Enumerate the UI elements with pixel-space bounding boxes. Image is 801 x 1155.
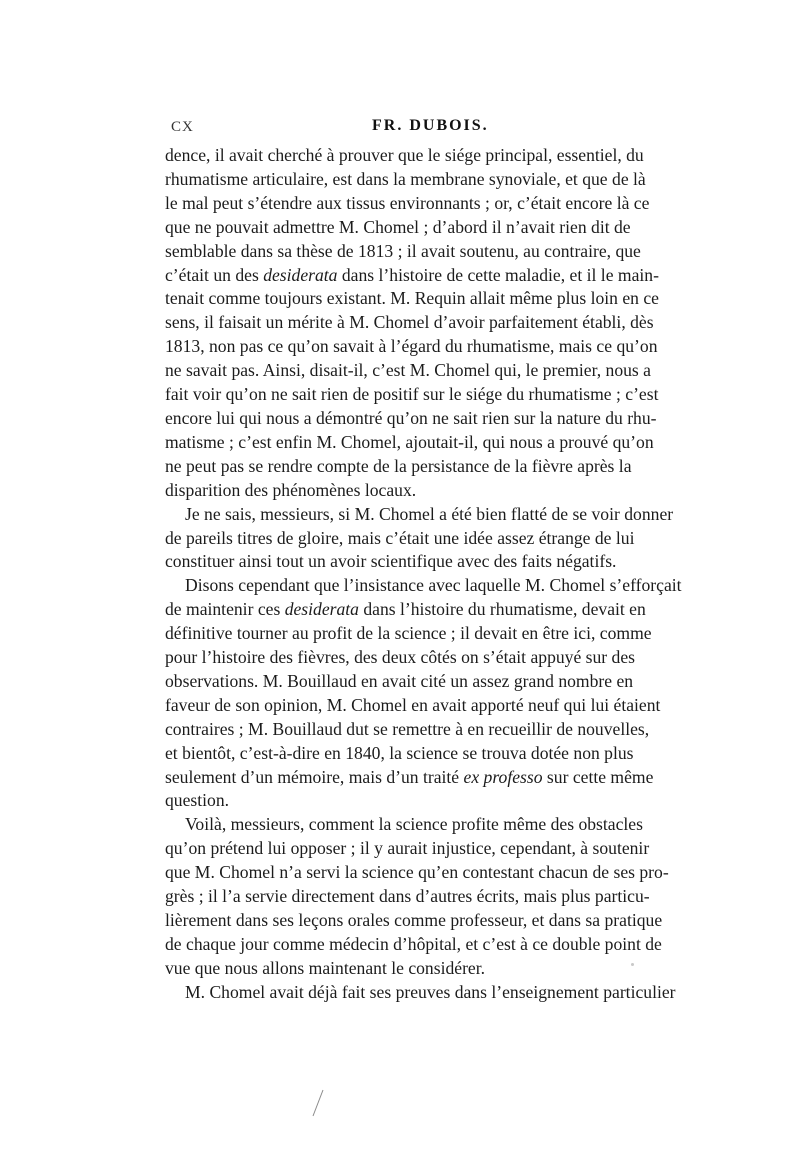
paper-speck [631,963,634,966]
text-run: de chaque jour comme médecin d’hôpital, et c’est à ce double point de [165,933,662,954]
text-run: fait voir qu’on ne sait rien de positif sur le siége du rhumatisme ; c’est [165,384,659,405]
text-line [165,861,669,885]
text-run: de pareils titres de gloire, mais c’était une idée assez étrange de lui [165,527,635,548]
text-line [165,598,646,622]
text-line [165,742,634,766]
text-run: définitive tourner au profit de la science ; il devait en être ici, comme [165,623,652,644]
text-run: ne peut pas se rendre compte de la persistance de la fièvre après la [165,455,632,476]
text-line [165,933,662,957]
text-line [165,981,676,1005]
text-line [165,407,657,431]
italic-term: desiderata [284,599,359,620]
text-run: seulement d’un mémoire, mais d’un traité [165,766,464,787]
text-line [165,479,626,503]
text-run: constituer ainsi tout un avoir scientifique avec des faits négatifs. [165,551,617,572]
text-line [165,240,641,264]
text-run: question. [165,790,230,811]
text-run: qu’on prétend lui opposer ; il y aurait injustice, cependant, à soutenir [165,838,650,859]
text-run: faveur de son opinion, M. Chomel en avait apporté neuf qui lui étaient [165,694,661,715]
text-line [165,766,654,790]
text-run: tenait comme toujours existant. M. Requin allait même plus loin en ce [165,288,659,309]
text-line [165,837,650,861]
text-line [165,287,659,311]
text-line [165,718,650,742]
text-run: le mal peut s’étendre aux tissus environnants ; or, c’était encore là ce [165,192,650,213]
text-line [165,885,650,909]
text-line [165,670,634,694]
text-run: observations. M. Bouillaud en avait cité un assez grand nombre en [165,670,634,691]
text-line [165,431,654,455]
text-run: Disons cependant que l’insistance avec laquelle M. Chomel s’efforçait [185,575,682,596]
text-line [165,957,626,981]
text-run: Voilà, messieurs, comment la science profite même des obstacles [185,814,643,835]
text-line [165,455,632,479]
text-line [165,909,663,933]
text-run: 1813, non pas ce qu’on savait à l’égard du rhumatisme, mais ce qu’on [165,336,658,357]
text-line [165,383,659,407]
text-run: rhumatisme articulaire, est dans la membrane synoviale, et que de là [165,168,646,189]
text-run: disparition des phénomènes locaux. [165,479,417,500]
text-run: ne savait pas. Ainsi, disait-il, c’est M. Chomel qui, le premier, nous a [165,360,651,381]
text-line [165,622,652,646]
text-run: sur cette même [542,766,654,787]
text-line [165,311,654,335]
text-run: sens, il faisait un mérite à M. Chomel d’avoir parfaitement établi, dès [165,312,654,333]
text-run: dence, il avait cherché à prouver que le siége principal, essentiel, du [165,145,644,165]
text-run: contraires ; M. Bouillaud dut se remettre à en recueillir de nouvelles, [165,718,650,739]
text-line [165,216,631,240]
text-line [165,144,644,168]
running-title: FR. DUBOIS. [372,117,489,134]
text-run: que ne pouvait admettre M. Chomel ; d’abord il n’avait rien dit de [165,216,631,237]
text-line [165,574,682,598]
text-run: pour l’histoire des fièvres, des deux côtés on s’était appuyé sur des [165,647,636,668]
text-line [165,359,651,383]
text-run: de maintenir ces [165,599,285,620]
text-run: vue que nous allons maintenant le considérer. [165,957,486,978]
text-line [165,813,643,837]
text-run: lièrement dans ses leçons orales comme professeur, et dans sa pratique [165,910,663,930]
text-run: que M. Chomel n’a servi la science qu’en contestant chacun de ses pro- [165,862,669,883]
text-line [165,335,658,359]
page-header [0,119,801,141]
text-run: M. Chomel avait déjà fait ses preuves dans l’enseignement particulier [185,981,676,1002]
text-run: c’était un des [165,264,264,285]
text-run: dans l’histoire du rhumatisme, devait en [358,599,646,620]
text-run: Je ne sais, messieurs, si M. Chomel a été bien flatté de se voir donner [185,503,674,524]
pencil-mark [310,1088,326,1118]
text-line [165,264,659,288]
text-run: matisme ; c’est enfin M. Chomel, ajoutait-il, qui nous a prouvé qu’on [165,431,654,452]
body-text [165,144,682,1005]
text-run: grès ; il l’a servie directement dans d’autres écrits, mais plus particu- [165,886,650,907]
italic-term: ex professo [463,766,543,787]
text-line [165,789,626,813]
text-run: semblable dans sa thèse de 1813 ; il avait soutenu, au contraire, que [165,240,641,261]
text-run: encore lui qui nous a démontré qu’on ne sait rien sur la nature du rhu- [165,407,657,428]
page-number: CX [171,119,194,135]
text-line [165,527,635,551]
italic-term: desiderata [263,264,338,285]
text-line [165,694,661,718]
text-line [165,192,650,216]
text-run: et bientôt, c’est-à-dire en 1840, la science se trouva dotée non plus [165,742,634,763]
text-line [165,168,646,192]
text-line [165,646,636,670]
text-run: dans l’histoire de cette maladie, et il le main- [337,264,659,285]
text-line [165,503,674,527]
text-line [165,550,626,574]
